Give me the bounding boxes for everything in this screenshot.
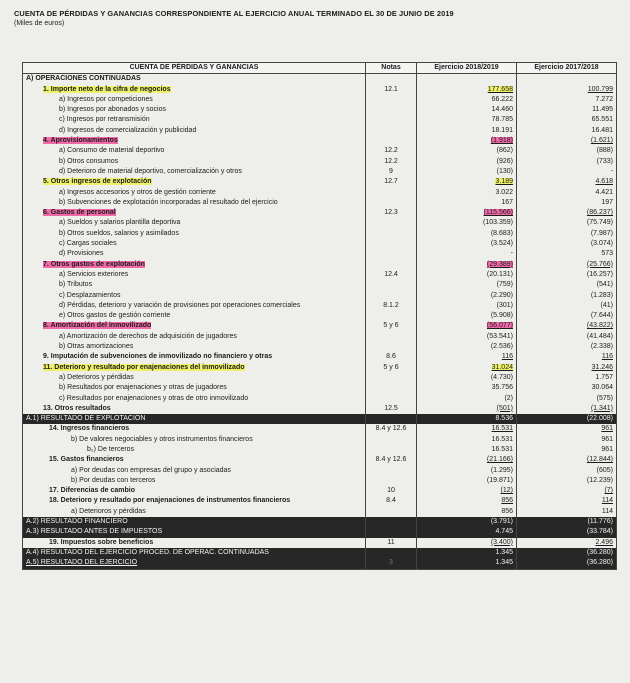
row-label: a) Sueldos y salarios plantilla deportiva [59,219,181,227]
table-row [23,229,617,239]
row-notes [366,115,417,125]
table-header-row [23,63,617,74]
table-row [23,383,617,393]
row-previous-value: 2.496 [595,538,613,546]
table-row [23,198,617,208]
row-previous-value: (541) [596,281,613,289]
row-label: b) Ingresos por abonados y socios [59,106,167,114]
row-notes: 12.2 [366,157,417,167]
row-previous-value: (3.074) [590,240,613,248]
row-label: A) OPERACIONES CONTINUADAS [26,75,141,83]
row-label: A.2) RESULTADO FINANCIERO [26,518,128,526]
table-row [23,404,617,414]
row-notes [366,311,417,321]
row-previous-value: 197 [601,198,613,206]
row-current-value: 16.531 [491,435,513,443]
row-notes [366,414,417,424]
row-current-value: 1.345 [495,559,513,567]
row-previous-value: (11.776) [587,518,613,526]
row-previous-value: 4.618 [595,178,613,186]
row-label: b) Otras amortizaciones [59,343,134,351]
row-notes [366,239,417,249]
row-previous-value: (16.257) [586,270,613,278]
statement-title: CUENTA DE PÉRDIDAS Y GANANCIAS CORRESPONDIENTE AL EJERCICIO ANUAL TERMINADO EL 30 DE JUNIO DE 2019 [14,9,454,18]
row-notes: 5 y 6 [366,321,417,331]
row-previous-value: 961 [601,425,613,433]
table-row [23,352,617,362]
row-current-value: (130) [496,167,513,175]
row-previous-value: (2.338) [590,343,613,351]
row-current-value: 167 [501,198,513,206]
row-notes [366,95,417,105]
table-row [23,455,617,465]
row-notes [366,394,417,404]
row-notes [366,260,417,270]
table-row [23,95,617,105]
row-current-value: 16.531 [491,425,513,433]
table-body [23,74,617,569]
row-notes: 12.5 [366,404,417,414]
row-notes: 12.1 [366,85,417,95]
row-current-value: (20.131) [486,270,513,278]
row-previous-value: 7.272 [595,95,613,103]
table-row [23,507,617,517]
table-row [23,342,617,352]
row-notes [366,445,417,455]
row-label: c) Cargas sociales [59,240,117,248]
row-label: 5. Otros ingresos de explotación [43,178,152,186]
row-current-value: 4.745 [495,528,513,536]
row-label: b) Otros consumos [59,157,119,165]
table-row [23,548,617,558]
row-current-value: (53.541) [486,332,513,340]
row-current-value: (862) [496,147,513,155]
row-notes [366,136,417,146]
table-row [23,517,617,527]
table-row [23,558,617,569]
row-current-value: (103.359) [483,219,513,227]
row-current-value: (2.536) [490,343,513,351]
row-label: d) Ingresos de comercialización y publicidad [59,126,197,134]
table-row [23,249,617,259]
row-previous-value: (1.621) [590,137,613,145]
row-previous-value: (86.237) [586,209,613,217]
row-previous-value: (41.484) [586,332,613,340]
table-row [23,188,617,198]
row-label: b) Resultados por enajenaciones y otras de jugadores [59,384,227,392]
row-notes [366,249,417,259]
table-row [23,301,617,311]
row-current-value: (2) [504,394,513,402]
row-label: c) Ingresos por retransmisión [59,116,150,124]
table-row [23,208,617,218]
row-notes [366,435,417,445]
table-row [23,445,617,455]
row-current-value: (926) [496,157,513,165]
row-label: a) Servicios exteriores [59,270,129,278]
table-row [23,115,617,125]
row-current-value: 3.189 [495,178,513,186]
row-current-value: (759) [496,281,513,289]
row-previous-value: (36.280) [586,559,613,567]
row-current-value: (21.166) [486,456,513,464]
row-label: 8. Amortización del inmovilizado [43,322,152,330]
table-row [23,476,617,486]
row-previous-value: (888) [596,147,613,155]
row-notes [366,507,417,517]
row-previous-value: 573 [601,250,613,258]
row-current-value: (12) [500,487,513,495]
row-notes [366,291,417,301]
row-notes [366,373,417,383]
row-current-value: 18.191 [491,126,513,134]
row-notes [366,126,417,136]
row-notes [366,229,417,239]
row-current-value: (3.400) [490,538,513,546]
row-label: b) Tributos [59,281,93,289]
header-previous-year: Ejercicio 2017/2018 [517,63,617,74]
row-previous-value: (36.280) [586,548,613,556]
row-notes: 12.2 [366,146,417,156]
row-previous-value: 11.495 [592,106,613,114]
row-label: d) Deterioro de material deportivo, comercialización y otros [59,167,242,175]
row-current-value: (3.524) [490,240,513,248]
row-notes [366,74,417,85]
table-row [23,291,617,301]
row-previous-value: 114 [601,497,613,505]
table-row [23,146,617,156]
row-current-value: (8.683) [490,229,513,237]
table-row [23,538,617,548]
header-current-year: Ejercicio 2018/2019 [417,63,517,74]
row-notes: 12.4 [366,270,417,280]
row-notes: 8.1.2 [366,301,417,311]
row-previous-value: (7.987) [590,229,613,237]
row-notes [366,188,417,198]
table-row [23,496,617,506]
row-label: A.3) RESULTADO ANTES DE IMPUESTOS [26,528,163,536]
table-row [23,321,617,331]
row-previous-value: 31.246 [591,363,613,371]
row-notes: 3 [366,558,417,569]
table-row [23,332,617,342]
table-row [23,424,617,434]
row-notes [366,105,417,115]
row-current-value: (1.295) [490,466,513,474]
row-current-value: 14.460 [491,106,513,114]
row-notes [366,383,417,393]
row-previous-value: (1.283) [590,291,613,299]
row-label: 18. Deterioro y resultado por enajenaciones de instrumentos financieros [49,497,291,505]
row-label: a) Deterioros y pérdidas [59,373,134,381]
row-previous-value: (733) [596,157,613,165]
row-notes: 8.4 y 12.6 [366,424,417,434]
row-current-value: 3.022 [495,188,513,196]
row-label: 19. Impuestos sobre beneficios [49,538,154,546]
row-notes: 10 [366,486,417,496]
row-previous-value: 30.064 [591,384,613,392]
row-previous-value: 16.481 [591,126,613,134]
row-previous-value: (7) [604,487,613,495]
header-notes: Notas [366,63,417,74]
row-previous-value: (75.749) [586,219,613,227]
table-row [23,239,617,249]
row-label: a) Deterioros y pérdidas [71,507,146,515]
row-current-value: 78.785 [491,116,513,124]
row-label: b) De valores negociables y otros instrumentos financieros [71,435,253,443]
row-current-value: (2.290) [490,291,513,299]
row-label: a) Por deudas con empresas del grupo y asociadas [71,466,231,474]
row-label: b) Subvenciones de explotación incorporadas al resultado del ejercicio [59,198,278,206]
table-row [23,280,617,290]
row-current-value: (29.389) [486,260,513,268]
table-row [23,270,617,280]
row-current-value: 16.531 [491,445,513,453]
row-previous-value: 1.757 [595,373,613,381]
row-label: c) Resultados por enajenaciones y otras de otro inmovilizado [59,394,249,402]
row-label: 17. Diferencias de cambio [49,487,135,495]
row-previous-value: 114 [601,507,613,515]
row-label: c) Desplazamientos [59,291,121,299]
row-label: A.5) RESULTADO DEL EJERCICIO [26,559,138,567]
row-previous-value: 65.551 [591,116,613,124]
row-label: 1. Importe neto de la cifra de negocios [43,85,171,93]
row-notes: 8.4 [366,496,417,506]
row-current-value: 66.222 [491,95,513,103]
row-notes [366,218,417,228]
row-previous-value: (22.008) [586,415,613,423]
row-label: b) Otros sueldos, salarios y asimilados [59,229,179,237]
row-notes [366,527,417,537]
row-label: d) Provisiones [59,250,104,258]
table-row [23,167,617,177]
table-row [23,373,617,383]
row-notes [366,476,417,486]
row-notes [366,466,417,476]
table-row [23,527,617,537]
row-current-value: 856 [501,507,513,515]
income-statement-table [22,62,617,570]
row-notes [366,280,417,290]
row-label: b₂) De terceros [87,445,135,453]
table-row [23,85,617,95]
row-current-value: (4.730) [490,373,513,381]
row-previous-value: 116 [601,353,613,361]
table-row [23,466,617,476]
table-row [23,435,617,445]
row-current-value: (5.908) [490,312,513,320]
row-current-value: (3.791) [490,518,513,526]
row-label: 6. Gastos de personal [43,209,116,217]
row-current-value: 177.658 [487,85,513,93]
row-label: A.1) RESULTADO DE EXPLOTACIÓN [26,415,146,423]
row-label: a) Consumo de material deportivo [59,147,165,155]
row-previous-value: (41) [600,301,613,309]
row-label: 11. Deterioro y resultado por enajenaciones del inmovilizado [43,363,245,371]
row-current-value: 31.024 [491,363,513,371]
row-previous-value: (575) [596,394,613,402]
row-current-value: (115.566) [483,209,513,217]
row-current-value: (501) [496,404,513,412]
row-label: 13. Otros resultados [43,404,111,412]
row-current-value: 116 [501,353,513,361]
row-previous-value: (33.784) [586,528,613,536]
row-notes [366,332,417,342]
row-previous-value: 100.799 [587,85,613,93]
row-label: a) Ingresos accesorios y otros de gestión corriente [59,188,216,196]
row-label: 4. Aprovisionamientos [43,137,118,145]
statement-subtitle: (Miles de euros) [14,20,65,27]
row-label: 14. Ingresos financieros [49,425,130,433]
table-row [23,311,617,321]
row-current-value: - [510,250,513,258]
row-notes: 12.7 [366,177,417,187]
row-previous-value: (605) [596,466,613,474]
row-current-value: (19.871) [486,476,513,484]
row-current-value: (1.918) [490,137,513,145]
row-notes: 8.6 [366,352,417,362]
row-label: A.4) RESULTADO DEL EJERCICIO PROCED. DE OPERAC. CONTINUADAS [26,548,269,556]
table-row [23,394,617,404]
row-current-value: 8.536 [495,415,513,423]
table-row [23,177,617,187]
row-current-value: 1.345 [495,548,513,556]
table-row [23,414,617,424]
row-current-value: (301) [496,301,513,309]
table-row [23,74,617,85]
table-row [23,136,617,146]
row-current-value: (56.077) [486,322,513,330]
row-previous-value: (12.844) [586,456,613,464]
table-row [23,486,617,496]
row-notes: 5 y 6 [366,363,417,373]
table-row [23,105,617,115]
row-label: b) Por deudas con terceros [71,476,156,484]
row-previous-value: (12.239) [586,476,613,484]
row-notes [366,198,417,208]
row-label: e) Otros gastos de gestión corriente [59,312,171,320]
row-current-value: 35.756 [491,384,513,392]
row-label: a) Amortización de derechos de adquisición de jugadores [59,332,237,340]
row-notes [366,342,417,352]
row-previous-value: (1.341) [590,404,613,412]
row-notes: 9 [366,167,417,177]
row-previous-value: (25.766) [586,260,613,268]
table-row [23,218,617,228]
row-notes: 11 [366,538,417,548]
header-concept: CUENTA DE PÉRDIDAS Y GANANCIAS [23,63,366,74]
row-previous-value: (7.644) [590,312,613,320]
row-previous-value: (43.822) [586,322,613,330]
row-label: a) Ingresos por competiciones [59,95,153,103]
row-notes [366,517,417,527]
row-label: 15. Gastos financieros [49,456,124,464]
row-notes [366,548,417,558]
table-row [23,126,617,136]
row-label: 7. Otros gastos de explotación [43,260,145,268]
row-notes: 8.4 y 12.6 [366,455,417,465]
row-previous-value: 961 [601,435,613,443]
row-current-value: 856 [501,497,513,505]
row-label: 9. Imputación de subvenciones de inmovilizado no financiero y otras [43,353,273,361]
table-row [23,260,617,270]
table-row [23,157,617,167]
row-previous-value: 4.421 [595,188,613,196]
row-label: d) Pérdidas, deterioro y variación de provisiones por operaciones comerciales [59,301,301,309]
row-previous-value: 961 [601,445,613,453]
row-previous-value: - [610,167,613,175]
row-notes: 12.3 [366,208,417,218]
table-row [23,363,617,373]
